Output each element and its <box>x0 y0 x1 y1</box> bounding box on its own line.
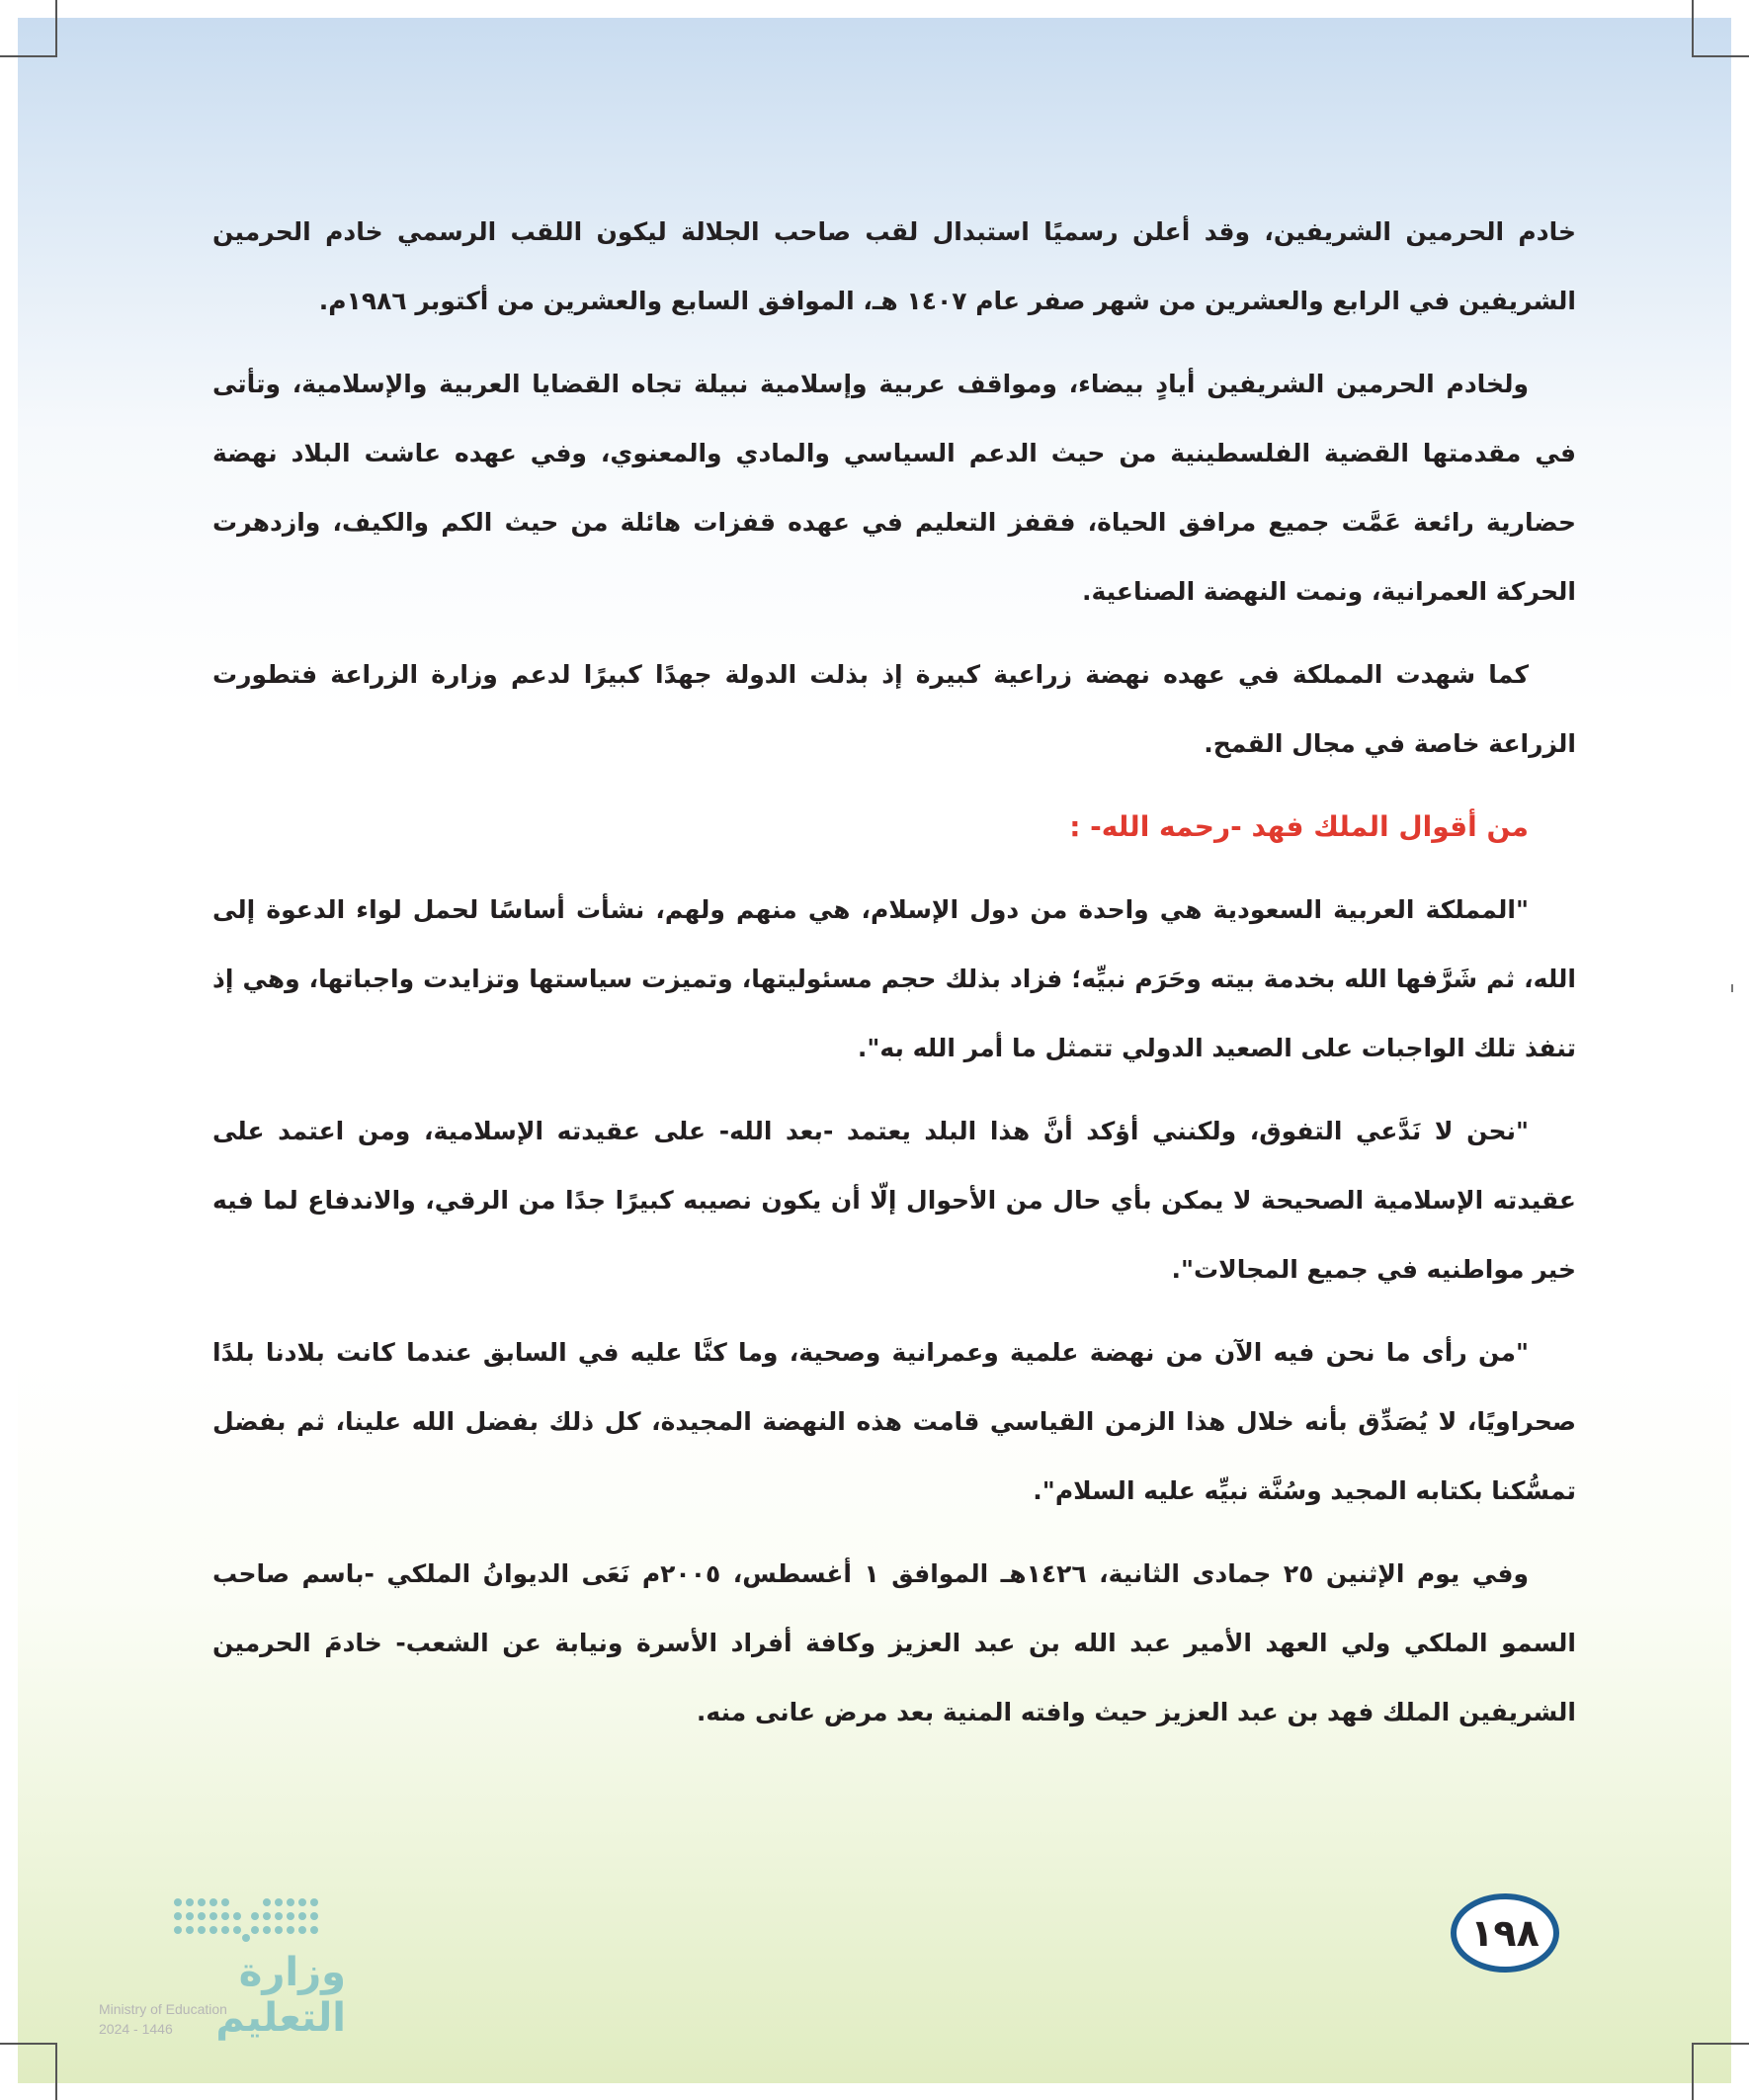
crop-mark <box>1692 2043 1749 2045</box>
crop-mark <box>1692 55 1749 57</box>
quote-1 <box>212 876 1576 1083</box>
page-number: ١٩٨ <box>1470 1911 1540 1955</box>
crop-mark <box>55 2043 57 2100</box>
quotes-heading: من أقوال الملك فهد -رحمه الله- : <box>1069 810 1529 843</box>
ministry-year: 2024 - 1446 <box>99 2021 173 2037</box>
quote-2-text: نحن لا نَدَّعي التفوق، ولكنني أؤكد أنَّ هذا البلد يعتمد -بعد الله- على عقيدته الإسلامية، ومن اعتمد على عقيدته الإسلامية الصحيحة لا يمكن بأي حال من الأحوال إلّا أن يكون نصيبه كبيرًا جدًا من الرقي، والاندفاع لما فيه خير مواطنيه في جميع المجالات <box>212 1117 1576 1284</box>
crop-mark <box>1692 0 1694 57</box>
ministry-logo <box>99 1892 356 2041</box>
quote-mark-close: ". <box>857 1034 880 1062</box>
crop-mark <box>0 2043 57 2045</box>
ministry-dots-icon <box>168 1892 326 1952</box>
paragraph-2: ولخادم الحرمين الشريفين أيادٍ بيضاء، ومواقف عربية وإسلامية نبيلة تجاه القضايا العربية والإسلامية، وتأتى في مقدمتها القضية الفلسطينية من حيث الدعم السياسي والمادي والمعنوي، وفي عهده عاشت البلاد نهضة حضارية رائعة عَمَّت جميع مرافق الحياة، فقفز التعليم في عهده قفزات هائلة من حيث الكم والكيف، وازدهرت الحركة العمرانية، ونمت النهضة الصناعية. <box>212 370 1576 606</box>
quote-mark-close: ". <box>1171 1255 1194 1284</box>
quote-mark-open: " <box>1515 1338 1529 1367</box>
paragraph-3: كما شهدت المملكة في عهده نهضة زراعية كبيرة إذ بذلت الدولة جهدًا كبيرًا لدعم وزارة الزراعة فتطورت الزراعة خاصة في مجال القمح. <box>212 660 1576 758</box>
page-number-badge <box>1451 1893 1559 1973</box>
quote-mark-close: ". <box>1033 1476 1055 1505</box>
page-content <box>212 198 1576 1761</box>
quote-mark-open: " <box>1515 1117 1529 1145</box>
quote-3 <box>212 1318 1576 1526</box>
quote-mark-open: " <box>1515 895 1529 924</box>
crop-mark <box>1692 2043 1694 2100</box>
crop-mark <box>55 0 57 57</box>
quote-2 <box>212 1097 1576 1304</box>
closing-paragraph: وفي يوم الإثنين ٢٥ جمادى الثانية، ١٤٢٦هـ الموافق ١ أغسطس، ٢٠٠٥م نَعَى الديوانُ الملكي -باسم صاحب السمو الملكي ولي العهد الأمير عبد الله بن عبد العزيز وكافة أفراد الأسرة ونيابة عن الشعب- خادمَ الحرمين الشريفين الملك فهد بن عبد العزيز حيث وافته المنية بعد مرض عانى منه. <box>212 1559 1576 1726</box>
crop-mark <box>0 55 57 57</box>
side-tick <box>1731 984 1733 992</box>
quote-1-text: المملكة العربية السعودية هي واحدة من دول الإسلام، هي منهم ولهم، نشأت أساسًا لحمل لواء الدعوة إلى الله، ثم شَرَّفها الله بخدمة بيته وحَرَم نبيِّه؛ فزاد بذلك حجم مسئوليتها، وتميزت سياستها وتزايدت واجباتها، وهي إذ تنفذ تلك الواجبات على الصعيد الدولي تتمثل ما أمر الله به <box>212 895 1576 1062</box>
paragraph-1: خادم الحرمين الشريفين، وقد أعلن رسميًا استبدال لقب صاحب الجلالة ليكون اللقب الرسمي خادم الحرمين الشريفين في الرابع والعشرين من شهر صفر عام ١٤٠٧ هـ، الموافق السابع والعشرين من أكتوبر ١٩٨٦م. <box>212 217 1576 315</box>
quote-3-text: من رأى ما نحن فيه الآن من نهضة علمية وعمرانية وصحية، وما كنَّا عليه في السابق عندما كانت بلادنا بلدًا صحراويًا، لا يُصَدِّق بأنه خلال هذا الزمن القياسي قامت هذه النهضة المجيدة، كل ذلك بفضل الله علينا، ثم بفضل تمسُّكنا بكتابه المجيد وسُنَّة نبيِّه عليه السلام <box>212 1338 1576 1505</box>
ministry-name-en: Ministry of Education <box>99 2001 227 2017</box>
ministry-name-ar: وزارة التعليم <box>215 1950 346 2041</box>
